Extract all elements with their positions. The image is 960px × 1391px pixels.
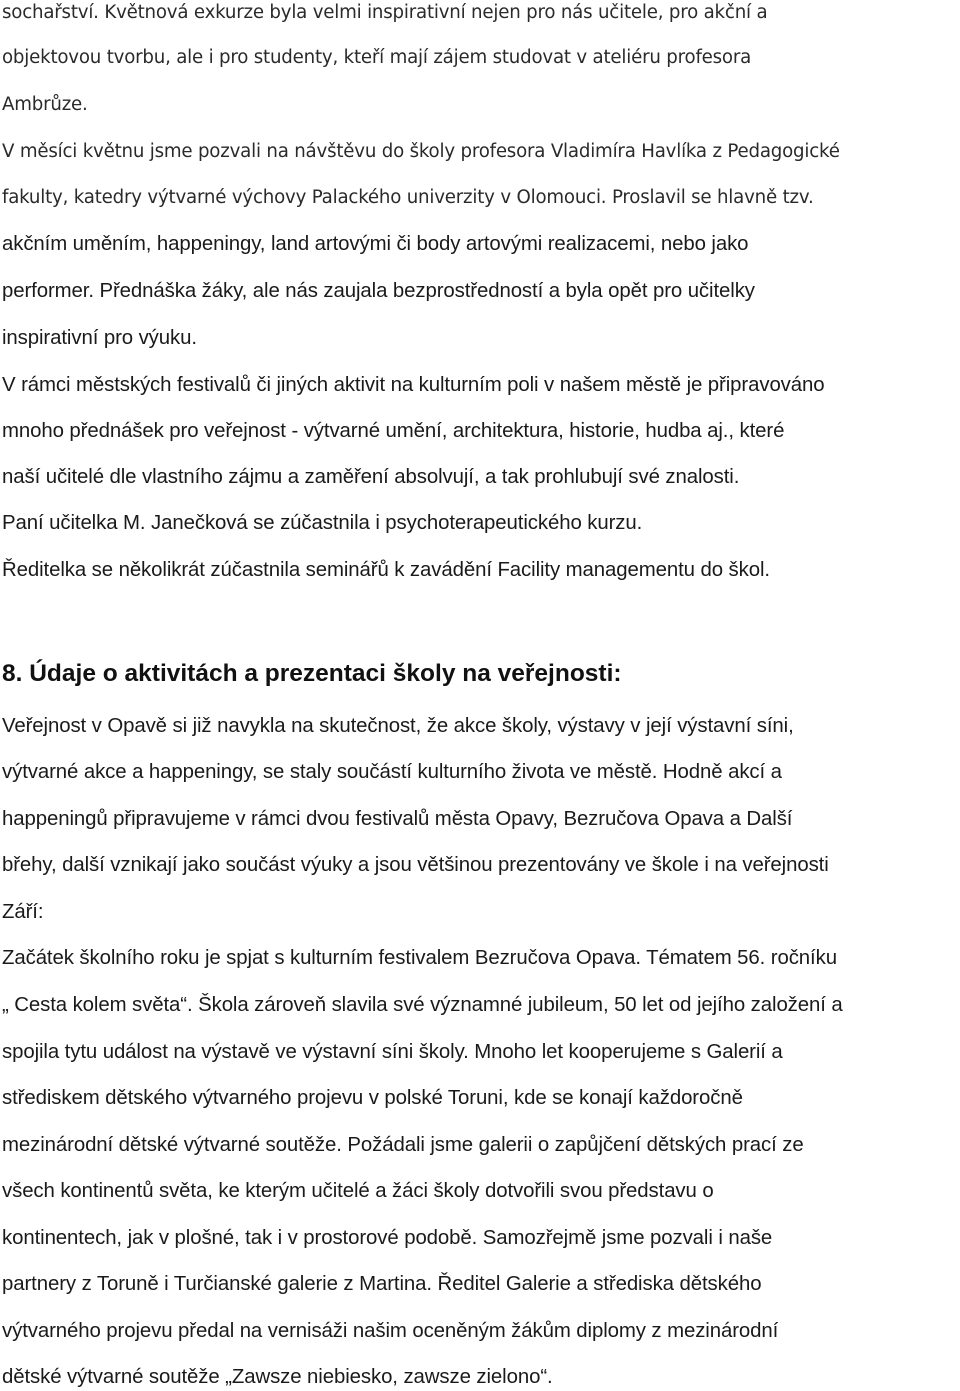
paragraph-line: Paní učitelka M. Janečková se zúčastnila i psychoterapeutického kurzu.: [2, 512, 643, 534]
paragraph-line: Ředitelka se několikrát zúčastnila seminářů k zavádění Facility managementu do škol.: [2, 559, 770, 581]
paragraph-line: kontinentech, jak v plošné, tak i v prostorové podobě. Samozřejmě jsme pozvali i naše: [2, 1227, 773, 1249]
paragraph-line: dětské výtvarné soutěže „Zawsze niebiesko, zawsze zielono“.: [2, 1366, 553, 1388]
paragraph-line: akčním uměním, happeningy, land artovými či body artovými realizacemi, nebo jako: [2, 233, 749, 255]
paragraph-line: performer. Přednáška žáky, ale nás zaujala bezprostředností a byla opět pro učitelky: [2, 280, 755, 302]
paragraph-line: Ambrůze.: [2, 94, 88, 115]
paragraph-line: V měsíci květnu jsme pozvali na návštěvu do školy profesora Vladimíra Havlíka z Pedagogické: [2, 141, 840, 162]
section-heading: 8. Údaje o aktivitách a prezentaci školy na veřejnosti:: [2, 660, 622, 687]
paragraph-line: všech kontinentů světa, ke kterým učitelé a žáci školy dotvořili svou představu o: [2, 1180, 714, 1202]
paragraph-line: „ Cesta kolem světa“. Škola zároveň slavila své významné jubileum, 50 let od jejího založení a: [2, 994, 843, 1016]
paragraph-line: spojila tytu událost na výstavě ve výstavní síni školy. Mnoho let kooperujeme s Galerií a: [2, 1041, 783, 1063]
paragraph-line: Září:: [2, 901, 44, 923]
paragraph-line: břehy, další vznikají jako součást výuky a jsou většinou prezentovány ve škole i na veřejnosti: [2, 854, 829, 876]
paragraph-line: Začátek školního roku je spjat s kulturním festivalem Bezručova Opava. Tématem 56. ročníku: [2, 947, 837, 969]
paragraph-line: naší učitelé dle vlastního zájmu a zaměření absolvují, a tak prohlubují své znalosti.: [2, 466, 740, 488]
paragraph-line: happeningů připravujeme v rámci dvou festivalů města Opavy, Bezručova Opava a Další: [2, 808, 793, 830]
paragraph-line: partnery z Toruně i Turčianské galerie z Martina. Ředitel Galerie a střediska dětského: [2, 1273, 762, 1295]
paragraph-line: mezinárodní dětské výtvarné soutěže. Požádali jsme galerii o zapůjčení dětských prací ze: [2, 1134, 804, 1156]
paragraph-line: střediskem dětského výtvarného projevu v polské Toruni, kde se konají každoročně: [2, 1087, 743, 1109]
paragraph-line: Veřejnost v Opavě si již navykla na skutečnost, že akce školy, výstavy v její výstavní síni,: [2, 715, 794, 737]
paragraph-line: V rámci městských festivalů či jiných aktivit na kulturním poli v našem městě je připravováno: [2, 374, 825, 396]
paragraph-line: výtvarné akce a happeningy, se staly součástí kulturního života ve městě. Hodně akcí a: [2, 761, 782, 783]
paragraph-line: objektovou tvorbu, ale i pro studenty, kteří mají zájem studovat v ateliéru profesora: [2, 47, 752, 68]
paragraph-line: výtvarného projevu předal na vernisáži našim oceněným žákům diplomy z mezinárodní: [2, 1320, 779, 1342]
paragraph-line: sochařství. Květnová exkurze byla velmi inspirativní nejen pro nás učitele, pro akční a: [2, 2, 768, 23]
paragraph-line: fakulty, katedry výtvarné výchovy Palackého univerzity v Olomouci. Proslavil se hlavně tzv.: [2, 187, 814, 208]
paragraph-line: inspirativní pro výuku.: [2, 327, 197, 349]
paragraph-line: mnoho přednášek pro veřejnost - výtvarné umění, architektura, historie, hudba aj., které: [2, 420, 785, 442]
